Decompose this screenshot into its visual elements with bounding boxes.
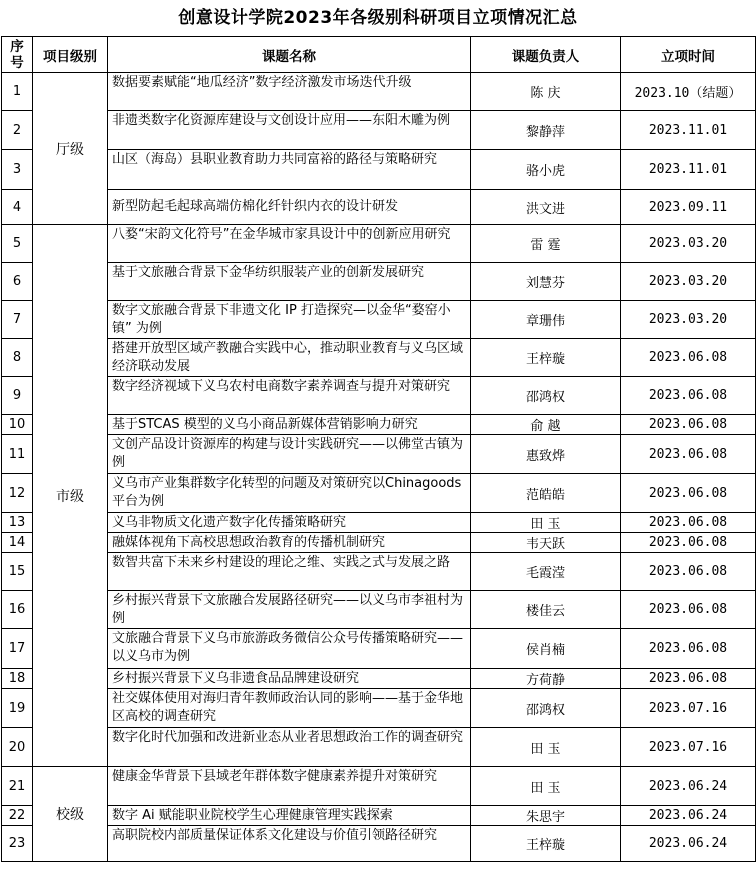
- row-date: 2023.03.20: [621, 225, 756, 263]
- row-no: 12: [2, 474, 33, 513]
- row-leader: 田 玉: [471, 767, 621, 806]
- header-seq-b: 号: [10, 54, 24, 71]
- row-name: 数字经济视域下义乌农村电商数字素养调查与提升对策研究: [108, 377, 471, 415]
- row-date: 2023.11.01: [621, 111, 756, 150]
- row-name: 非遗类数字化资源库建设与文创设计应用——东阳木雕为例: [108, 111, 471, 150]
- row-no: 14: [2, 533, 33, 553]
- header-leader: 课题负责人: [471, 37, 621, 73]
- table-row: [2, 150, 756, 190]
- row-leader: 雷 霆: [471, 225, 621, 263]
- row-name: 文旅融合背景下义乌市旅游政务微信公众号传播策略研究——以义乌市为例: [108, 629, 471, 669]
- table-row: [2, 415, 756, 435]
- row-leader: 章珊伟: [471, 301, 621, 339]
- row-name: 文创产品设计资源库的构建与设计实践研究——以佛堂古镇为例: [108, 435, 471, 474]
- row-name: 搭建开放型区域产教融合实践中心，推动职业教育与义乌区域经济联动发展: [108, 339, 471, 377]
- row-no: 3: [2, 150, 33, 190]
- row-leader: 毛霞滢: [471, 553, 621, 591]
- table-row: [2, 728, 756, 767]
- row-no: 6: [2, 263, 33, 301]
- header-level: 项目级别: [33, 37, 108, 73]
- table-row: [2, 767, 756, 806]
- row-date: 2023.06.08: [621, 553, 756, 591]
- table-row: [2, 513, 756, 533]
- row-name: 融媒体视角下高校思想政治教育的传播机制研究: [108, 533, 471, 553]
- row-date: 2023.06.08: [621, 629, 756, 669]
- row-no: 4: [2, 190, 33, 225]
- row-no: 10: [2, 415, 33, 435]
- row-date: 2023.07.16: [621, 689, 756, 728]
- level-cell-shi: 市级: [33, 225, 108, 767]
- row-name: 义乌非物质文化遗产数字化传播策略研究: [108, 513, 471, 533]
- table-row: [2, 669, 756, 689]
- row-name: 社交媒体使用对海归青年教师政治认同的影响——基于金华地区高校的调查研究: [108, 689, 471, 728]
- row-name: 高职院校内部质量保证体系文化建设与价值引领路径研究: [108, 826, 471, 862]
- row-name: 新型防起毛起球高端仿棉化纤针织内衣的设计研发: [108, 190, 471, 225]
- header-name: 课题名称: [108, 37, 471, 73]
- table-row: [2, 689, 756, 728]
- row-leader: 田 玉: [471, 728, 621, 767]
- row-name: 山区（海岛）县职业教育助力共同富裕的路径与策略研究: [108, 150, 471, 190]
- row-leader: 朱思宇: [471, 806, 621, 826]
- table-row: [2, 190, 756, 225]
- level-cell-ting: 厅级: [33, 73, 108, 225]
- row-no: 11: [2, 435, 33, 474]
- row-leader: 王梓璇: [471, 339, 621, 377]
- row-date: 2023.10（结题）: [621, 73, 756, 111]
- row-date: 2023.06.08: [621, 377, 756, 415]
- header-seq-a: 序: [10, 38, 24, 55]
- row-leader: 方荷静: [471, 669, 621, 689]
- row-no: 7: [2, 301, 33, 339]
- row-no: 22: [2, 806, 33, 826]
- row-name: 数据要素赋能“地瓜经济”数字经济激发市场迭代升级: [108, 73, 471, 111]
- row-name: 乡村振兴背景下文旅融合发展路径研究——以义乌市李祖村为例: [108, 591, 471, 629]
- row-no: 5: [2, 225, 33, 263]
- row-date: 2023.06.08: [621, 415, 756, 435]
- row-leader: 惠致烨: [471, 435, 621, 474]
- table-row: [2, 263, 756, 301]
- level-cell-xiao: 校级: [33, 767, 108, 862]
- row-date: 2023.03.20: [621, 263, 756, 301]
- row-name: 义乌市产业集群数字化转型的问题及对策研究以Chinagoods 平台为例: [108, 474, 471, 513]
- row-no: 17: [2, 629, 33, 669]
- row-no: 15: [2, 553, 33, 591]
- row-date: 2023.06.08: [621, 513, 756, 533]
- table-row: [2, 377, 756, 415]
- row-date: 2023.06.08: [621, 435, 756, 474]
- row-name: 基于文旅融合背景下金华纺织服装产业的创新发展研究: [108, 263, 471, 301]
- row-leader: 韦天跃: [471, 533, 621, 553]
- row-name: 八婺“宋韵文化符号”在金华城市家具设计中的创新应用研究: [108, 225, 471, 263]
- row-leader: 楼佳云: [471, 591, 621, 629]
- row-leader: 邵鸿权: [471, 377, 621, 415]
- row-no: 21: [2, 767, 33, 806]
- row-leader: 骆小虎: [471, 150, 621, 190]
- row-date: 2023.09.11: [621, 190, 756, 225]
- table-row: [2, 435, 756, 474]
- table-row: [2, 225, 756, 263]
- row-leader: 邵鸿权: [471, 689, 621, 728]
- row-no: 20: [2, 728, 33, 767]
- row-no: 23: [2, 826, 33, 862]
- row-date: 2023.03.20: [621, 301, 756, 339]
- header-date: 立项时间: [621, 37, 756, 73]
- row-no: 8: [2, 339, 33, 377]
- table-row: [2, 111, 756, 150]
- row-no: 18: [2, 669, 33, 689]
- row-leader: 田 玉: [471, 513, 621, 533]
- row-no: 13: [2, 513, 33, 533]
- table-row: [2, 553, 756, 591]
- row-name: 数智共富下未来乡村建设的理论之维、实践之式与发展之路: [108, 553, 471, 591]
- page-title: 创意设计学院2023年各级别科研项目立项情况汇总: [178, 8, 578, 28]
- row-no: 2: [2, 111, 33, 150]
- row-leader: 陈 庆: [471, 73, 621, 111]
- table-row: [2, 591, 756, 629]
- row-no: 9: [2, 377, 33, 415]
- projects-table: [1, 36, 756, 862]
- table-row: [2, 629, 756, 669]
- table-row: [2, 301, 756, 339]
- row-leader: 侯肖楠: [471, 629, 621, 669]
- row-date: 2023.06.08: [621, 339, 756, 377]
- row-leader: 俞 越: [471, 415, 621, 435]
- row-name: 数字化时代加强和改进新业态从业者思想政治工作的调查研究: [108, 728, 471, 767]
- row-date: 2023.11.01: [621, 150, 756, 190]
- row-no: 16: [2, 591, 33, 629]
- row-no: 19: [2, 689, 33, 728]
- row-date: 2023.06.08: [621, 533, 756, 553]
- row-date: 2023.06.08: [621, 474, 756, 513]
- row-name: 数字 Ai 赋能职业院校学生心理健康管理实践探索: [108, 806, 471, 826]
- row-date: 2023.07.16: [621, 728, 756, 767]
- row-date: 2023.06.08: [621, 591, 756, 629]
- row-leader: 王梓璇: [471, 826, 621, 862]
- row-name: 健康金华背景下县域老年群体数字健康素养提升对策研究: [108, 767, 471, 806]
- header-row: [2, 37, 756, 73]
- row-leader: 范皓皓: [471, 474, 621, 513]
- table-row: [2, 339, 756, 377]
- row-leader: 黎静萍: [471, 111, 621, 150]
- table-row: [2, 806, 756, 826]
- table-row: [2, 474, 756, 513]
- row-leader: 刘慧芬: [471, 263, 621, 301]
- row-name: 数字文旅融合背景下非遗文化 IP 打造探究—以金华“婺窑小镇” 为例: [108, 301, 471, 339]
- table-row: [2, 73, 756, 111]
- table-row: [2, 826, 756, 862]
- row-name: 乡村振兴背景下义乌非遗食品品牌建设研究: [108, 669, 471, 689]
- table-row: [2, 533, 756, 553]
- row-name: 基于STCAS 模型的义乌小商品新媒体营销影响力研究: [108, 415, 471, 435]
- row-leader: 洪文进: [471, 190, 621, 225]
- row-date: 2023.06.08: [621, 669, 756, 689]
- row-date: 2023.06.24: [621, 767, 756, 806]
- row-no: 1: [2, 73, 33, 111]
- header-seq: [2, 37, 33, 73]
- row-date: 2023.06.24: [621, 806, 756, 826]
- row-date: 2023.06.24: [621, 826, 756, 862]
